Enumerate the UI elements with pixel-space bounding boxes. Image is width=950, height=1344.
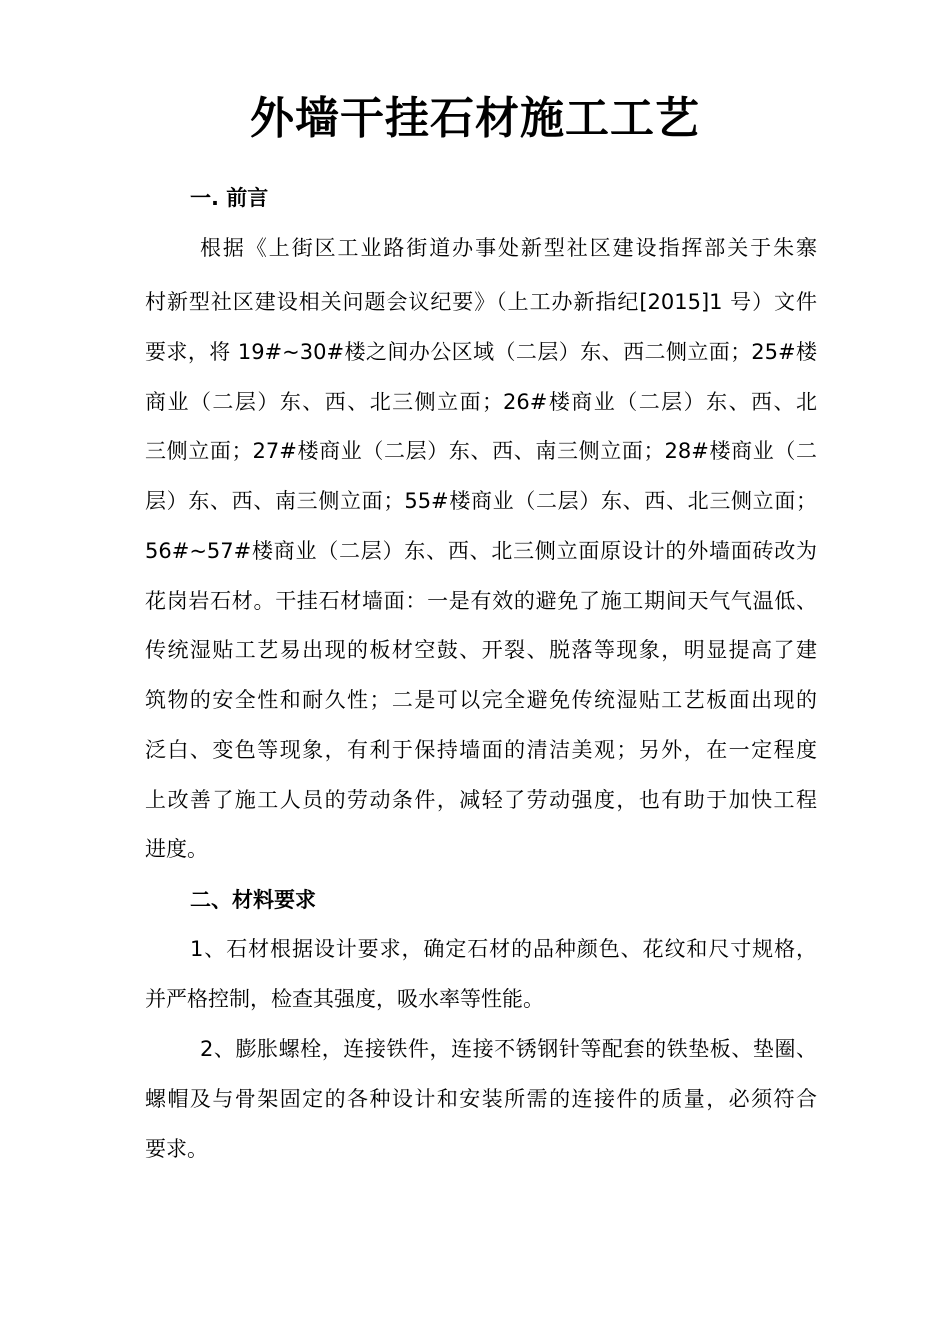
paragraph-line: 56#~57#楼商业（二层）东、西、北三侧立面原设计的外墙面砖改为 <box>145 539 817 563</box>
paragraph-line: 根据《上街区工业路街道办事处新型社区建设指挥部关于朱寨 <box>200 236 817 260</box>
paragraph-line: 三侧立面；27#楼商业（二层）东、西、南三侧立面；28#楼商业（二 <box>145 439 817 463</box>
paragraph-line: 传统湿贴工艺易出现的板材空鼓、开裂、脱落等现象，明显提高了建 <box>145 638 817 662</box>
paragraph-line: 村新型社区建设相关问题会议纪要》（上工办新指纪[2015]1 号）文件 <box>145 290 817 314</box>
paragraph-line: 花岗岩石材。干挂石材墙面：一是有效的避免了施工期间天气气温低、 <box>145 589 817 613</box>
section-heading-materials: 二、材料要求 <box>190 888 316 912</box>
paragraph-line: 要求，将 19#~30#楼之间办公区域（二层）东、西二侧立面；25#楼 <box>145 340 817 364</box>
paragraph-line: 商业（二层）东、西、北三侧立面；26#楼商业（二层）东、西、北 <box>145 390 817 414</box>
paragraph-line: 进度。 <box>145 837 208 861</box>
document-title: 外墙干挂石材施工工艺 <box>250 93 700 144</box>
paragraph-line: 并严格控制，检查其强度，吸水率等性能。 <box>145 987 544 1011</box>
paragraph-line: 2、膨胀螺栓，连接铁件，连接不锈钢针等配套的铁垫板、垫圈、 <box>200 1037 817 1061</box>
paragraph-line: 筑物的安全性和耐久性；二是可以完全避免传统湿贴工艺板面出现的 <box>145 688 817 712</box>
section-heading-preface: 一. 前言 <box>190 186 269 210</box>
paragraph-line: 泛白、变色等现象，有利于保持墙面的清洁美观；另外，在一定程度 <box>145 738 817 762</box>
paragraph-line: 螺帽及与骨架固定的各种设计和安装所需的连接件的质量，必须符合 <box>145 1087 817 1111</box>
paragraph-line: 1、石材根据设计要求，确定石材的品种颜色、花纹和尺寸规格， <box>190 937 817 961</box>
paragraph-line: 上改善了施工人员的劳动条件，减轻了劳动强度，也有助于加快工程 <box>145 788 817 812</box>
paragraph-line: 层）东、西、南三侧立面；55#楼商业（二层）东、西、北三侧立面； <box>145 489 817 513</box>
paragraph-line: 要求。 <box>145 1137 208 1161</box>
